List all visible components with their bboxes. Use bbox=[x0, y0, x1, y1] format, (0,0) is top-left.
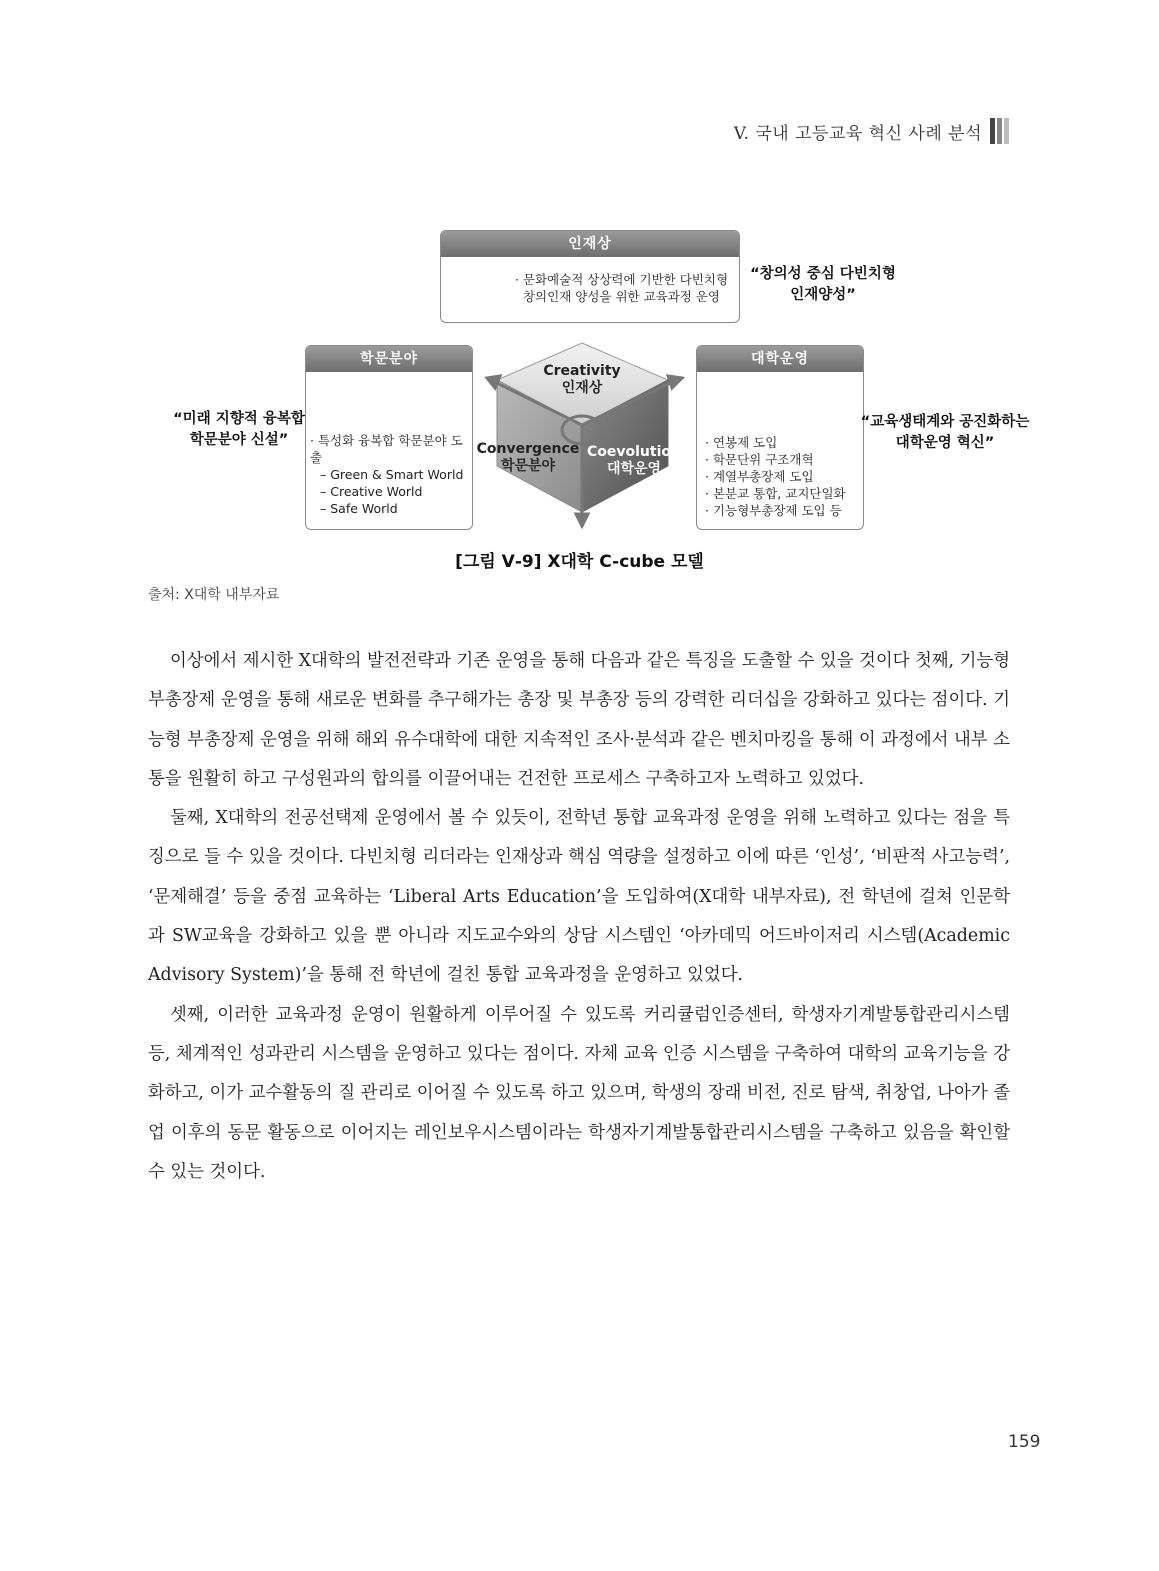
talent-bullet-line1: · 문화예술적 상상력에 기반한 다빈치형 bbox=[514, 272, 729, 287]
paragraph: 셋째, 이러한 교육과정 운영이 원활하게 이루어질 수 있도록 커리큘럼인증센터, 학생자기계발통합관리시스템 등, 체계적인 성과관리 시스템을 운영하고 있다는 점이다. 자체 교육 인증 시스템을 구축하여 대학의 교육기능을 강화하고, 이가 교수활동의 질 관리로 이어질 수 있도록 하고 있으며, 학생의 장래 비전, 진로 탐색, 취창업, 나아가 졸업 이후의 동문 활동으로 이어지는 레인보우시스템이라는 학생자기계발통합관리시스템을 구축하고 있음을 확인할 수 있는 것이다. bbox=[148, 1004, 1010, 1182]
talent-box-title: 인재상 bbox=[441, 231, 739, 257]
university-management-box bbox=[696, 345, 864, 530]
talent-box-text bbox=[509, 271, 734, 305]
cube-label-convergence bbox=[476, 441, 580, 475]
paragraph: 둘째, X대학의 전공선택제 운영에서 볼 수 있듯이, 전학년 통합 교육과정 운영을 위해 노력하고 있다는 점을 특징으로 들 수 있을 것이다. 다빈치형 리더라는 인재상과 핵심 역량을 설정하고 이에 따른 ‘인성’, ‘비판적 사고능력’, ‘문제해결’ 등을 중점 교육하는 ‘Liberal Arts Education’을 도입하여(X대학 내부자료), 전 학년에 걸쳐 인문학과 SW교육을 강화하고 있을 뿐 아니라 지도교수와의 상담 시스템인 ‘아카데믹 어드바이저리 시스템(Academic Advisory System)’을 통해 전 학년에 걸친 통합 교육과정을 운영하고 있었다. bbox=[148, 808, 1010, 986]
management-item: · 학문단위 구조개혁 bbox=[705, 452, 814, 467]
cube-label-coevolution bbox=[586, 444, 682, 478]
university-management-box-title: 대학운영 bbox=[697, 346, 863, 372]
academic-field-list bbox=[310, 432, 474, 517]
management-list bbox=[705, 434, 865, 519]
page-number: 159 bbox=[1008, 1432, 1041, 1452]
talent-bullet-line2: 창의인재 양성을 위한 교육과정 운영 bbox=[522, 289, 721, 304]
management-quote-line1: “교육생태계와 공진화하는 bbox=[860, 414, 1030, 430]
management-item: · 계열부총장제 도입 bbox=[705, 469, 814, 484]
talent-quote bbox=[748, 264, 898, 306]
talent-quote-line1: “창의성 중심 다빈치형 bbox=[750, 266, 896, 282]
coevolution-label-ko: 대학운영 bbox=[606, 461, 662, 477]
management-item: · 본분교 통합, 교지단일화 bbox=[705, 486, 846, 501]
academic-field-box bbox=[305, 345, 473, 530]
academic-quote-line2: 학문분야 신설” bbox=[189, 432, 289, 448]
coevolution-label-en: Coevolution bbox=[587, 444, 681, 460]
cube-label-creativity bbox=[532, 363, 632, 397]
convergence-label-en: Convergence bbox=[476, 441, 580, 457]
academic-item: – Creative World bbox=[320, 484, 423, 499]
academic-quote bbox=[166, 409, 312, 451]
management-quote bbox=[860, 412, 1030, 454]
body-text bbox=[148, 642, 1010, 1192]
management-item: · 연봉제 도입 bbox=[705, 435, 778, 450]
management-quote-line2: 대학운영 혁신” bbox=[895, 435, 995, 451]
academic-item: – Green & Smart World bbox=[320, 467, 464, 482]
academic-field-box-title: 학문분야 bbox=[306, 346, 472, 372]
paragraph: 이상에서 제시한 X대학의 발전전략과 기존 운영을 통해 다음과 같은 특징을 도출할 수 있을 것이다 첫째, 기능형 부총장제 운영을 통해 새로운 변화를 추구해가는 총장 및 부총장 등의 강력한 리더십을 강화하고 있다는 점이다. 기능형 부총장제 운영을 위해 해외 유수대학에 대한 지속적인 조사·분석과 같은 벤치마킹을 통해 이 과정에서 내부 소통을 원활히 하고 구성원과의 합의를 이끌어내는 건전한 프로세스 구축하고자 노력하고 있었다. bbox=[148, 651, 1011, 789]
creativity-label-en: Creativity bbox=[543, 363, 621, 379]
creativity-label-ko: 인재상 bbox=[561, 380, 603, 396]
header-title: V. 국내 고등교육 혁신 사례 분석 bbox=[733, 123, 982, 144]
management-item: · 기능형부총장제 도입 등 bbox=[705, 503, 842, 518]
figure-caption: [그림 Ⅴ-9] X대학 C-cube 모델 bbox=[455, 552, 704, 572]
academic-item: – Safe World bbox=[320, 501, 398, 516]
academic-quote-line1: “미래 지향적 융복합 bbox=[173, 411, 305, 427]
talent-box bbox=[440, 230, 740, 323]
talent-quote-line2: 인재양성” bbox=[790, 287, 856, 303]
convergence-label-ko: 학문분야 bbox=[500, 458, 556, 474]
academic-item: · 특성화 융복합 학문분야 도출 bbox=[310, 433, 463, 465]
c-cube-diagram bbox=[0, 0, 1159, 560]
figure-source: 출처: X대학 내부자료 bbox=[148, 587, 280, 603]
